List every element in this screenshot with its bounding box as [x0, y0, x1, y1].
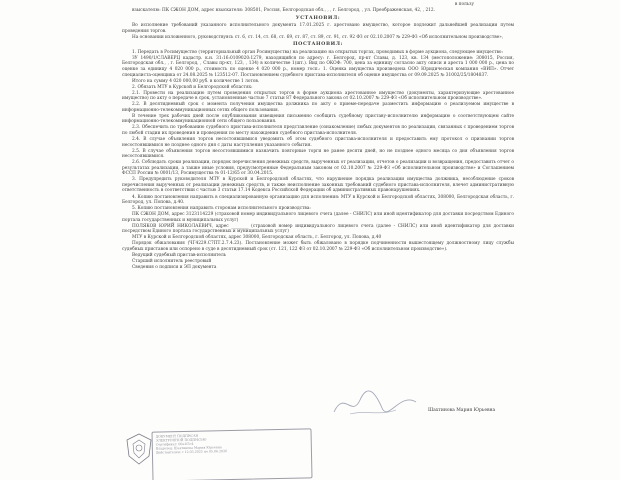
recipient-mtu: МТУ в Курской и Белгородской областях, адрес 308000, Белгородская область, г. Белгород, ул. Попова, д.40 [132, 235, 382, 241]
established-heading: УСТАНОВИЛ: [295, 14, 341, 21]
paragraph-item-3: 3. Предупредить руководителя МТУ в Курской и Белгородской областях, что нарушение порядка реализации имущества должника, несоблюдение сроков перечисления вырученных от реализации денежных средств, и также неисполнение законных требований судебного пристава-исполнителя, влечет административную ответственность в соответствии с частью 3 статьи 17.14 Кодекса Российской Федерации об административных правонарушениях. [122, 177, 514, 194]
stamp-line: Владелец: Шахтинова Мария Юрьевна [155, 445, 222, 451]
paragraph-basis: На основании изложенного, руководствуясь ст. 6, ст. 14, ст. 68, ст. 69, ст. 87, ст. 89, ст. 91, ст. 92 ФЗ от 02.10.2007 № 229-ФЗ «Об исполнительном производстве», [132, 34, 504, 40]
paragraph-item-2-5: 2.5. В случае объявления торгов несостоявшимися назначить повторные торги не ранее десяти дней, но не позднее одного месяца со дня объявления торгов несостоявшимися. [122, 148, 514, 160]
paragraph-item-2-3: 2.3. Обеспечить по требованию судебного пристава-исполнителя представление (ознакомление) любых документов по реализации, связанных с проведением торгов по любой стадии их проведения и проведения по месту нахождения судебного пристава-исполнителя. [122, 125, 514, 136]
stamp-line: Сертификат: 00a1f3c4 [155, 441, 194, 447]
paragraph-appeal: Порядок обжалования (ЧГ4229.С7ПТ.2.7.4.23). Постановление может быть обжаловано в порядке подчиненности вышестоящему должностному лицу службы судебных приставов или оспорено в суде в десятидневный срок (ст. 121, 122 ФЗ от 02.10.2007 № 229-ФЗ «Об исполнительном производстве»). [122, 241, 514, 252]
stamp-line: Действителен: с 12.03.2025 по 05.06.2026 [155, 449, 228, 455]
paragraph-item-2-6: 2.6. Соблюдать сроки реализации, порядок перечисления денежных средств, вырученных от реализации, отчетов о реализации и возвращения, предоставить отчет о результатах реализации, а также иные условия, предусмотренные Федеральным законом от 02.10.2007 № 229-ФЗ «Об исполнительном производстве» и Соглашением ФССП России № 0001/13, Росимущества № 01-12/65 от 30.04.2015. [122, 160, 514, 177]
signer-title: Ведущий судебный пристав-исполнитель [132, 252, 227, 258]
signer-name: Шахтинова Мария Юрьевна [428, 408, 496, 413]
creditor-paragraph: взыскателю: ПК СЖОН ДОМ, адрес взыскателя: 308501, Россия, Белгородская обл., , , г. Белгород, , ул. Преображенская, 42, , 212. [132, 8, 436, 14]
paragraph-item-2-1: 2.1. Провести на реализацию путем проведения открытых торгов в форме аукциона арестованное имущество (документы, характеризующие арестованное имущество) по акту о передаче в срок, установленные частью 7 статьи 87 Федерального закона от 02.10.2007 № 229-ФЗ «Об исполнительном производстве». [122, 90, 514, 102]
paragraph-item-4: 4. Копию постановления направить в специализированную организацию для исполнения: МТУ в Курской и Белгородской областях, 308000, Белгородская область, г. Белгород, ул. Попова, д.40. [122, 194, 514, 206]
paragraph-item-2-2: 2.2. В десятидневный срок с момента получения имущества должника по акту о приеме-передаче разместить информацию о реализуемом имуществе в информационно-телекоммуникационных сетях общего пользования. [122, 102, 514, 113]
electronic-signature-stamp [151, 428, 312, 480]
resolved-heading: ПОСТАНОВИЛ: [293, 41, 343, 48]
stamp-line: ЭЛЕКТРОННОЙ ПОДПИСЬЮ [155, 437, 207, 443]
paragraph-item-5: 5. Копию постановления направить сторонам исполнительного производства: [132, 206, 311, 212]
paragraph-notify: В течение трех рабочих дней после опубликования извещения письменно сообщить судебному приставу-исполнителю информацию о соответствующем сайте информационно-телекоммуникационной сети общего пользования. [122, 113, 514, 125]
top-right-text: в пользу [454, 2, 474, 7]
stamp-line: ДОКУМЕНТ ПОДПИСАН [155, 433, 199, 439]
document-body [122, 2, 514, 271]
signature-info-label: Сведения о подписи и ЭП документа [132, 265, 217, 271]
handwritten-signature [330, 384, 420, 424]
recipient-debtor: ПОЛЯКОВ ЮРИЙ НИКОЛАЕВИЧ, адрес ________ (страховой номер индивидуального лицевого счета (далее - СНИЛС) или иной идентификатор для доставки посредством Единого портала государственных и муниципальных услуг) [122, 223, 514, 235]
paragraph-item-2-4: 2.4. В случае объявления торгов несостоявшимися уведомить об этом судебного пристава-исполнителя и предоставить ему протокол о признании торгов несостоявшимися не позднее одного дня с даты наступления указанного события. [122, 137, 514, 148]
paragraph-arrest: Во исполнение требований указанного исполнительного документа 17.01.2025 г. арестовано имущество, которое подлежит дальнейшей реализации путем проведения торгов. [122, 23, 514, 34]
signer-subtitle: Старший исполнитель реестровый [132, 259, 212, 265]
paragraph-total: Итого на сумму 4 020 000,00 руб. в количестве 1 лотов. [132, 78, 260, 84]
coat-of-arms-seal [124, 432, 154, 466]
paragraph-item-2: 2. Обязать МТУ в Курской и Белгородской областях: [132, 84, 253, 90]
recipient-creditor: ПК СЖОН ДОМ, адрес 3123114229 (страховой номер индивидуального лицевого счета (далее - СНИЛС) или иной идентификатор для доставки посредством Единого портала государственных и муниципальных услуг) [122, 212, 514, 223]
paragraph-property: ЗУ 1490/1/СЛАВЕРЦ кадастр. к.н. 31:16:0109020:1279, находящийся по адресу: г. Белгород, пр-кт Славы, д. 123, кв. 134 (местоположение: 308015, Россия, Белгородская обл., , г. Белгород, , Славы пр-кт, 123, , 134) в количестве 1(шт.). Вид по ОКОФ: 700, цена за единицу согласно акту описи и ареста 1 000 000 р., цена по оценке за единицу 4 020 000 р., стоимость по оценке 4 020 000 р., номер госп.: 1. Оценка имущества произведена ООО Юридическая компания «ВИП». Отчет специалиста-оценщика от 24.08.2025 № 123512-07. Постановлением судебного пристава-исполнителя об оценке имущества от 09.09.2025 № 31002/25/1804837. [122, 55, 514, 78]
paragraph-item-1: 1. Передать в Росимущество (территориальный орган Росимущества) на реализацию на открытых торгах, проводимых в форме аукциона, следующее имущество: [132, 49, 503, 55]
